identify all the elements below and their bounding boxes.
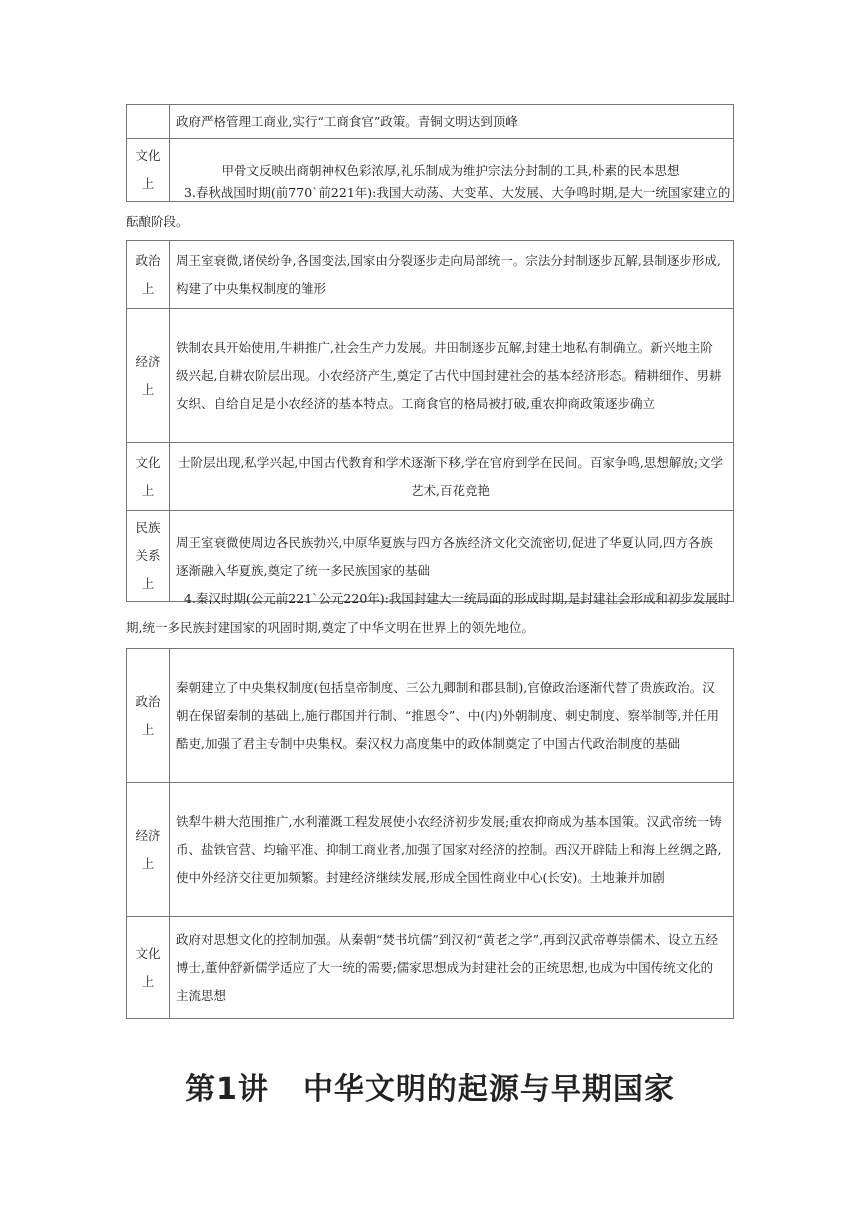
row-text: 政府对思想文化的控制加强。从秦朝“焚书坑儒”到汉初“黄老之学”,再到汉武帝尊崇儒术、设立五经博士,董仲舒新儒学适应了大一统的需要;儒家思想成为封建社会的正统思想,也成为中国传统文化的主流思想 — [170, 917, 734, 1019]
table-row — [127, 309, 734, 443]
row-label: 文化上 — [127, 917, 170, 1019]
row-label: 经济上 — [127, 309, 170, 443]
row-label: 民族关系上 — [127, 511, 170, 602]
row-text: 秦朝建立了中央集权制度(包括皇帝制度、三公九卿制和郡县制),官僚政治逐渐代替了贵族政治。汉朝在保留秦制的基础上,施行郡国并行制、“推恩令”、中(内)外朝制度、刺史制度、察举制等,并任用酷吏,加强了君主专制中央集权。秦汉权力高度集中的政体制奠定了中国古代政治制度的基础 — [170, 649, 734, 783]
row-text: 铁制农具开始使用,牛耕推广,社会生产力发展。井田制逐步瓦解,封建土地私有制确立。新兴地主阶级兴起,自耕农阶层出现。小农经济产生,奠定了古代中国封建社会的基本经济形态。精耕细作、男耕女织、自给自足是小农经济的基本特点。工商食官的格局被打破,重农抑商政策逐步确立 — [170, 309, 734, 443]
table-row — [127, 241, 734, 309]
lecture-title: 中华文明的起源与早期国家 — [302, 1072, 675, 1107]
row-text: 周王室衰微,诸侯纷争,各国变法,国家由分裂逐步走向局部统一。宗法分封制逐步瓦解,县制逐步形成,构建了中央集权制度的雏形 — [170, 241, 734, 309]
row-text: 士阶层出现,私学兴起,中国古代教育和学术逐渐下移,学在官府到学在民间。百家争鸣,思想解放;文学艺术,百花竞艳 — [170, 443, 734, 511]
row-text: 甲骨文反映出商朝神权色彩浓厚,礼乐制成为维护宗法分封制的工具,朴素的民本思想 — [170, 139, 734, 202]
table-row — [127, 105, 734, 139]
row-text: 铁犁牛耕大范围推广,水利灌溉工程发展使小农经济初步发展;重农抑商成为基本国策。汉武帝统一铸币、盐铁官营、均输平准、抑制工商业者,加强了国家对经济的控制。西汉开辟陆上和海上丝绸之路,使中外经济交往更加频繁。封建经济继续发展,形成全国性商业中心(长安)。土地兼并加剧 — [170, 783, 734, 917]
row-label: 政治上 — [127, 649, 170, 783]
row-label: 经济上 — [127, 783, 170, 917]
section4-intro: 4.秦汉时期(公元前221`公元220年):我国封建大一统局面的形成时期,是封建社会形成和初步发展时期,统一多民族封建国家的巩固时期,奠定了中华文明在世界上的领先地位。 — [126, 591, 731, 635]
section4-table — [126, 648, 734, 1019]
row-label — [127, 105, 170, 139]
row-label: 文化上 — [127, 443, 170, 511]
table-row — [127, 783, 734, 917]
row-label: 政治上 — [127, 241, 170, 309]
row-text: 政府严格管理工商业,实行“工商食官”政策。青铜文明达到顶峰 — [170, 105, 734, 139]
row-text: 周王室衰微使周边各民族勃兴,中原华夏族与四方各族经济文化交流密切,促进了华夏认同,四方各族逐渐融入华夏族,奠定了统一多民族国家的基础 — [170, 511, 734, 602]
table-row — [127, 443, 734, 511]
table-row — [127, 649, 734, 783]
lecture-number: 第1讲 — [185, 1072, 269, 1107]
row-label: 文化上 — [127, 139, 170, 202]
section3-table — [126, 240, 734, 602]
section3-intro: 3.春秋战国时期(前770`前221年):我国大动荡、大变革、大发展、大争鸣时期,是大一统国家建立的酝酿阶段。 — [126, 185, 731, 229]
lecture-heading — [0, 1064, 860, 1108]
table-row — [127, 917, 734, 1019]
